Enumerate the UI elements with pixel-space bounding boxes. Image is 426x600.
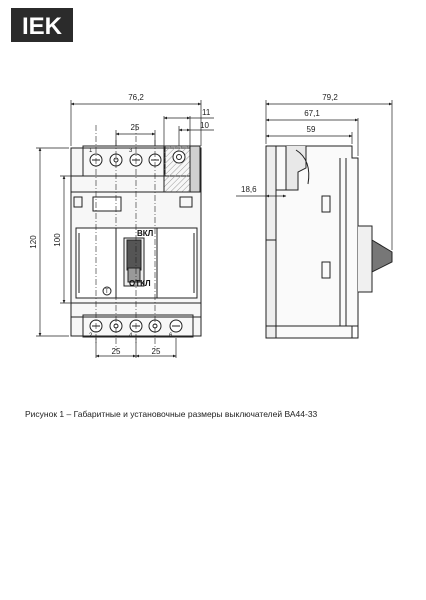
- dim-pitch-bottom-right: 25: [151, 347, 161, 356]
- side-handle-housing: [358, 226, 372, 292]
- label-off: ОТКЛ: [129, 279, 151, 288]
- dim-depth-body: 59: [306, 125, 316, 134]
- dim-total-depth: 79,2: [322, 93, 338, 102]
- dim-height-total: 120: [29, 235, 38, 249]
- terminal-label-6: 6: [169, 333, 173, 339]
- dim-height-body: 100: [53, 233, 62, 247]
- dim-width-front: 76,2: [128, 93, 144, 102]
- cover-side: [190, 146, 200, 192]
- side-base: [266, 146, 276, 338]
- label-test: T: [105, 289, 109, 295]
- label-on: ВКЛ: [137, 229, 154, 238]
- handle-lever: [127, 240, 141, 270]
- figure-caption: Рисунок 1 – Габаритные и установочные размеры выключателей ВА44-33: [25, 409, 318, 419]
- terminal-label-4: 4: [129, 333, 133, 339]
- terminal-label-1: 1: [89, 148, 93, 154]
- dim-cover-inner: 10: [200, 121, 209, 130]
- dim-depth-mid: 67,1: [304, 109, 320, 118]
- right-panel: [157, 228, 197, 298]
- front-view: [71, 125, 201, 350]
- cover-screw: [173, 151, 185, 163]
- dim-cover-width: 11: [202, 108, 211, 117]
- dim-pitch-top: 25: [130, 123, 140, 132]
- dim-pitch-bottom-left: 25: [111, 347, 121, 356]
- side-handle-lever: [372, 240, 392, 272]
- logo-text: IEK: [21, 13, 63, 40]
- terminal-label-3: 3: [129, 148, 133, 154]
- rating-window: [93, 197, 121, 211]
- side-view: [266, 146, 392, 338]
- dim-step: 18,6: [241, 185, 257, 194]
- terminal-label-2: 2: [89, 333, 93, 339]
